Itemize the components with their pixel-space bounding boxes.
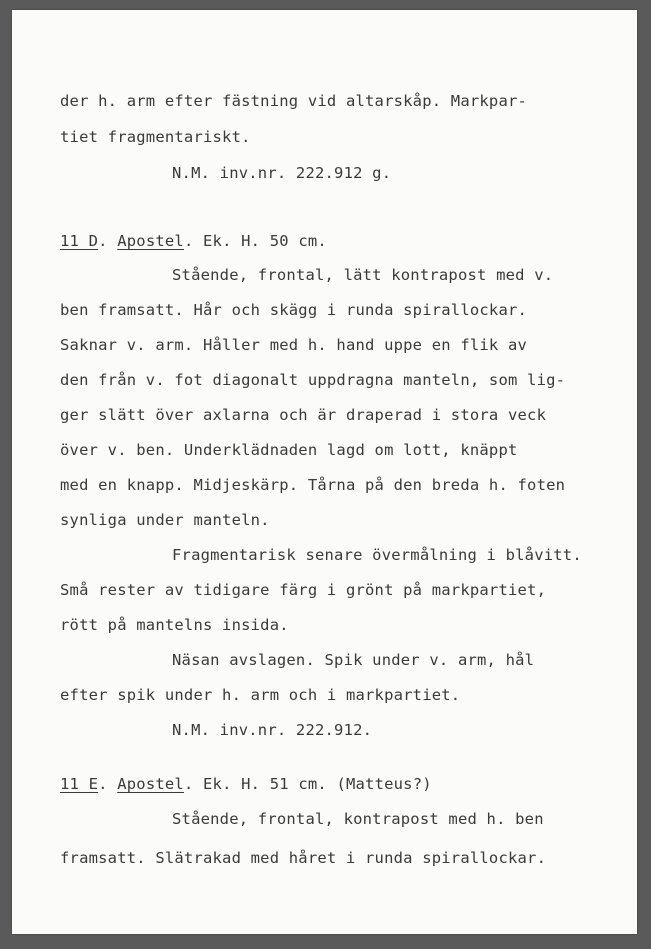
text-line: Stående, frontal, kontrapost med h. ben (172, 810, 544, 828)
text-line: med en knapp. Midjeskärp. Tårna på den breda h. foten (60, 476, 566, 494)
text-line: efter spik under h. arm och i markpartiet. (60, 686, 461, 704)
text-line: Stående, frontal, lätt kontrapost med v. (172, 266, 554, 284)
text-line: Saknar v. arm. Håller med h. hand uppe en flik av (60, 336, 528, 354)
entry-heading-11d: 11 D. Apostel. Ek. H. 50 cm. (60, 232, 327, 250)
text-line: den från v. fot diagonalt uppdragna manteln, som lig- (60, 371, 566, 389)
text-line: ger slätt över axlarna och är draperad i stora veck (60, 406, 547, 424)
text-line: der h. arm efter fästning vid altarskåp. Markpar- (60, 92, 528, 110)
text-line: synliga under manteln. (60, 511, 270, 529)
entry-title: Apostel (117, 232, 184, 250)
text-line: tiet fragmentariskt. (60, 128, 251, 146)
inventory-number: N.M. inv.nr. 222.912 g. (172, 164, 392, 182)
entry-number: 11 D (60, 232, 99, 250)
entry-heading-11e: 11 E. Apostel. Ek. H. 51 cm. (Matteus?) (60, 775, 432, 793)
inventory-number: N.M. inv.nr. 222.912. (172, 721, 373, 739)
entry-details: . Ek. H. 51 cm. (Matteus?) (183, 775, 432, 793)
text-line: Näsan avslagen. Spik under v. arm, hål (172, 651, 535, 669)
document-page (12, 10, 637, 934)
entry-number: 11 E (60, 775, 99, 793)
text-line: rött på mantelns insida. (60, 616, 289, 634)
text-line: över v. ben. Underklädnaden lagd om lott, knäppt (60, 441, 518, 459)
entry-title: Apostel (117, 775, 184, 793)
text-line: framsatt. Slätrakad med håret i runda spirallockar. (60, 849, 547, 867)
text-line: Små rester av tidigare färg i grönt på markpartiet, (60, 581, 547, 599)
text-line: Fragmentarisk senare övermålning i blåvitt. (172, 546, 582, 564)
entry-details: . Ek. H. 50 cm. (183, 232, 327, 250)
text-line: ben framsatt. Hår och skägg i runda spirallockar. (60, 301, 528, 319)
